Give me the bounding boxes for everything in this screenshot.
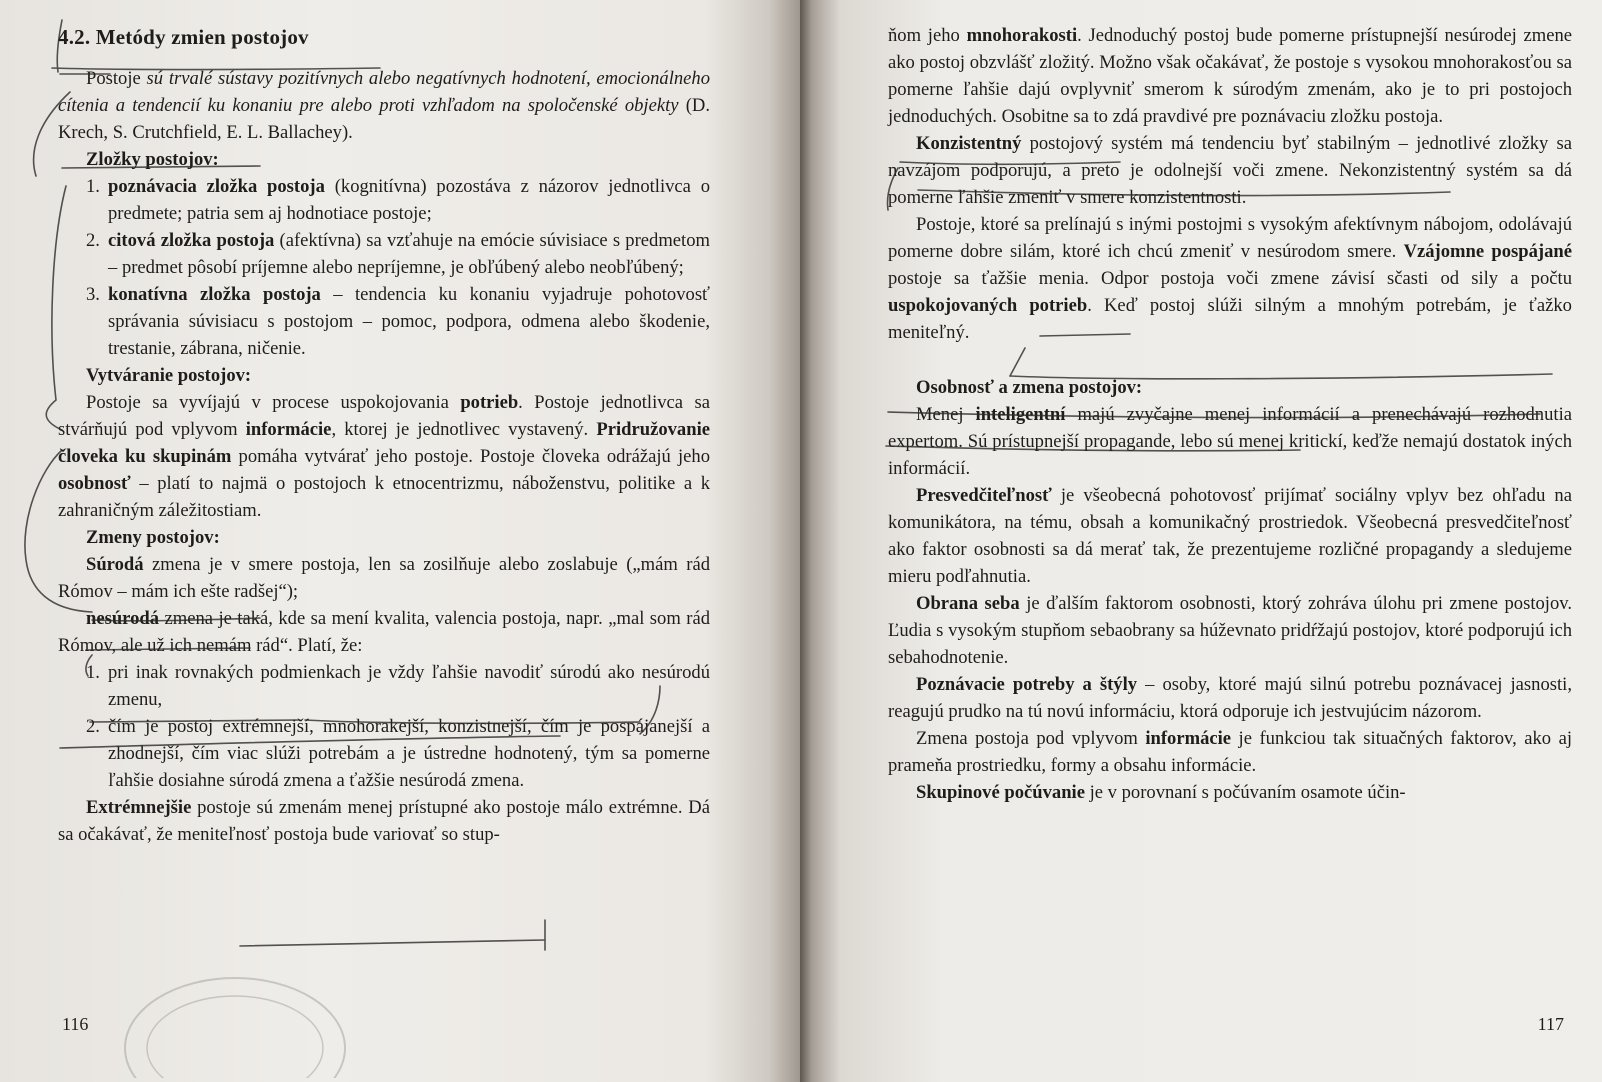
- formation-title: Vytváranie postojov:: [86, 365, 252, 386]
- incongruent-paragraph: nesúrodá zmena je taká, kde sa mení kvalita, valencia postoja, napr. „mal som rád Rómov, ale už ich nemám rád“. Platí, že:: [58, 608, 710, 656]
- paragraph: Obrana seba je ďalším faktorom osobnosti, ktorý zohráva úlohu pri zmene postojov. Ľudia s vysokým stupňom sebaobrany sa húževnato pridŕžajú postojov, ktoré podporujú ich sebahodnotenie.: [888, 593, 1572, 668]
- list-item: 2. čím je postoj extrémnejší, mnohorakejší, konzistnejší, čím je pospájanejší a zhodnejší, čím viac slúži potrebám a je ústredne hodnotený, tým sa pomerne ľahšie dosiahne súrodá zmena a ťažšie nesúrodá zmena.: [86, 716, 710, 791]
- list-item: 3. konatívna zložka postoja – tendencia ku konaniu vyjadruje pohotovosť správania súvisiacu s postojom – pomoc, podpora, odmena alebo škodenie, trestanie, zábrana, ničenie.: [86, 284, 711, 359]
- paragraph: Poznávacie potreby a štýly – osoby, ktoré majú silnú potrebu poznávacej jasnosti, reagujú prudko na tú novú informáciu, ktorá odporuje ich jestvujúcim názorom.: [888, 674, 1572, 722]
- stamp-mark: [110, 968, 360, 1078]
- section-heading: 4.2. Metódy zmien postojov: [58, 25, 309, 49]
- congruent-paragraph: Súrodá zmena je v smere postoja, len sa zosilňuje alebo zoslabuje („mám rád Rómov – mám ich ešte radšej“);: [58, 554, 710, 602]
- formation-paragraph: Postoje sa vyvíjajú v procese uspokojovania potrieb. Postoje jednotlivca sa stvárňujú pod vplyvom informácie, ktorej je jednotlivec vystavený. Pridružovanie človeka ku skupinám pomáha vytvárať jeho postoje. Postoje človeka odrážajú jeho osobnosť – platí to najmä o postojoch k etnocentrizmu, náboženstvu, politike a k zahraničným záležitostiam.: [58, 392, 710, 521]
- list-item: 1. poznávacia zložka postoja (kognitívna) pozostáva z názorov jednotlivca o predmete; patria sem aj hodnotiace postoje;: [86, 176, 711, 224]
- left-page: [0, 0, 800, 1082]
- definition-paragraph: Postoje sú trvalé sústavy pozitívnych alebo negatívnych hodnotení, emocionálneho cítenia a tendencií ku konaniu pre alebo proti vzhľadom na spoločenské objekty (D. Krech, S. Crutchfield, E. L. Ballachey).: [58, 68, 710, 143]
- components-title: Zložky postojov:: [86, 149, 219, 170]
- page-number: 116: [62, 1014, 89, 1034]
- page-number: 117: [1537, 1014, 1564, 1034]
- paragraph: Zmena postoja pod vplyvom informácie je funkciou tak situačných faktorov, ako aj prameňa prostriedku, formy a obsahu informácie.: [888, 728, 1572, 776]
- list-item: 2. citová zložka postoja (afektívna) sa vzťahuje na emócie súvisiace s predmetom – predmet pôsobí príjemne alebo nepríjemne, je obľúbený alebo neobľúbený;: [86, 230, 710, 278]
- extreme-paragraph: Extrémnejšie postoje sú zmenám menej prístupné ako postoje málo extrémne. Dá sa očakávať, že meniteľnosť postoja bude variovať so stup-: [58, 797, 710, 845]
- paragraph: Konzistentný postojový systém má tendenciu byť stabilným – jednotlivé zložky sa navzájom podporujú, a preto je odolnejší voči zmene. Nekonzistentný systém sa dá pomerne ľahšie zmeniť v smere konzistentnosti.: [888, 133, 1572, 208]
- paragraph: ňom jeho mnohorakosti. Jednoduchý postoj bude pomerne prístupnejší nesúrodej zmene ako postoj obzvlášť zložitý. Možno však očakávať, že postoje s vysokou mnohorakosťou sa pomerne ľahšie dajú ovplyvniť smerom k súrodým zmenám, ako je to pri postojoch jednoduchých. Osobitne sa to zdá pravdivé pre poznávaciu zložku postoja.: [888, 25, 1572, 127]
- personality-title: Osobnosť a zmena postojov:: [916, 377, 1143, 398]
- list-item: 1. pri inak rovnakých podmienkach je vždy ľahšie navodiť súrodú ako nesúrodú zmenu,: [86, 662, 710, 710]
- paragraph: Presvedčiteľnosť je všeobecná pohotovosť prijímať sociálny vplyv bez ohľadu na komunikátora, na tému, obsah a komunikačný prostriedok. Všeobecná presvedčiteľnosť ako faktor osobnosti sa dá merať tak, že prezentujeme rozličné propagandy a sledujeme mieru podľahnutia.: [888, 485, 1572, 587]
- changes-title: Zmeny postojov:: [86, 527, 220, 548]
- paragraph: Postoje, ktoré sa prelínajú s inými postojmi s vysokým afektívnym nábojom, odolávajú pomerne dobre silám, ktoré ich chcú zmeniť v nesúrodom smere. Vzájomne pospájané postoje sa ťažšie menia. Odpor postoja voči zmene závisí sčasti od sily a počtu uspokojovaných potrieb. Keď postoj slúži silným a mnohým potrebám, je ťažko meniteľný.: [888, 214, 1572, 343]
- right-page: [800, 0, 1602, 1082]
- rules-list: [58, 659, 710, 794]
- paragraph: Skupinové počúvanie je v porovnaní s počúvaním osamote účin-: [916, 782, 1406, 803]
- components-list: [58, 173, 710, 362]
- paragraph: Menej inteligentní majú zvyčajne menej informácií a prenechávajú rozhodnutia expertom. Sú prístupnejší propagande, lebo sú menej kritickí, keďže nemajú dostatok iných informácií.: [888, 404, 1572, 479]
